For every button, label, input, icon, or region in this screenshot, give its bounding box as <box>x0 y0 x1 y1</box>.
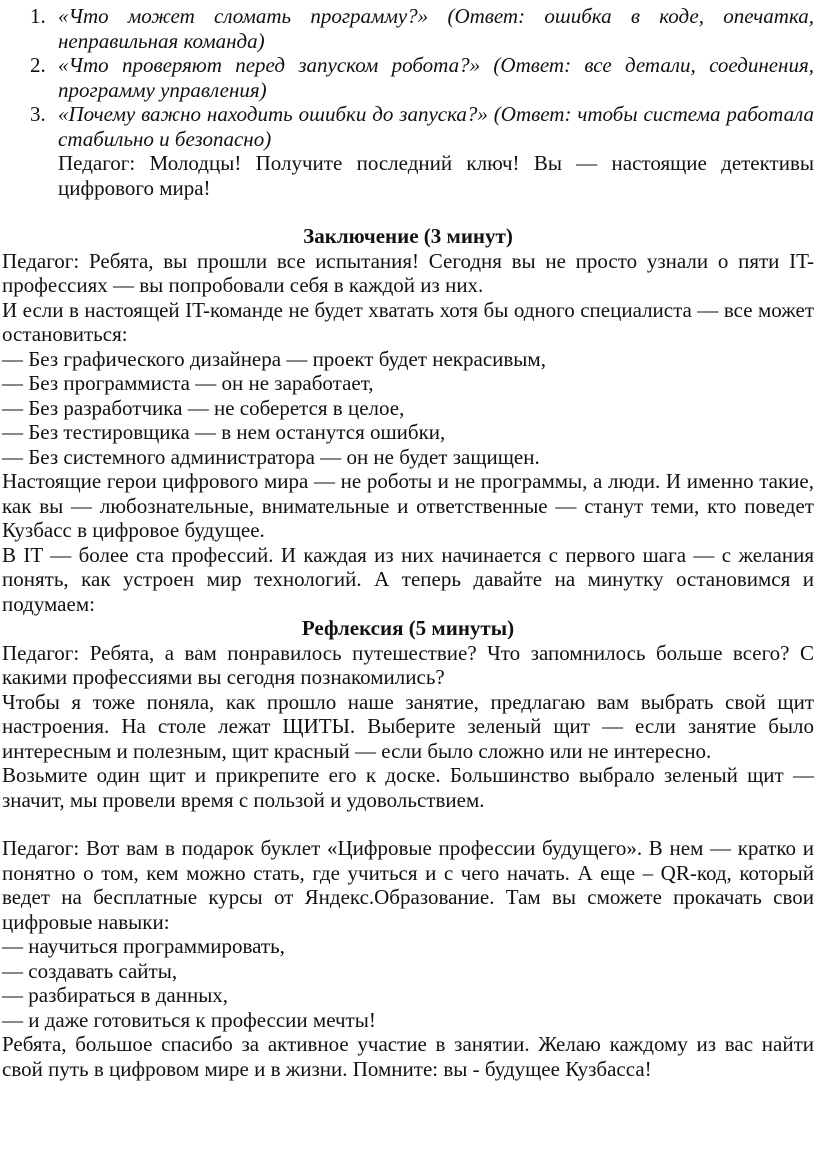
conclusion-heading: Заключение (3 минут) <box>303 224 513 248</box>
teacher-final-key-paragraph: Педагог: Молодцы! Получите последний ключ! Вы — настоящие детективы цифрового мира! <box>58 151 814 200</box>
question-item <box>30 102 814 151</box>
conclusion-paragraph-3: Настоящие герои цифрового мира — не роботы и не программы, а люди. И именно такие, как вы — любознательные, внимательные и ответственные — станут теми, кто поведет Кузбасс в цифровое будущее. <box>2 469 814 542</box>
question-number: 1. <box>30 4 46 28</box>
reflection-paragraph-5: Ребята, большое спасибо за активное участие в занятии. Желаю каждому из вас найти свой путь в цифровом мире и в жизни. Помните: вы - будущее Кузбасса! <box>2 1032 814 1081</box>
conclusion-list-item: — Без тестировщика — в нем останутся ошибки, <box>2 420 446 444</box>
question-number: 2. <box>30 53 46 77</box>
spacer <box>2 200 814 224</box>
question-item <box>30 53 814 102</box>
question-text: «Что проверяют перед запуском робота?» (Ответ: все детали, соединения, программу управления) <box>58 53 814 102</box>
question-text: «Почему важно находить ошибки до запуска?» (Ответ: чтобы система работала стабильно и безопасно) <box>58 102 814 151</box>
reflection-paragraph-3: Возьмите один щит и прикрепите его к доске. Большинство выбрало зеленый щит — значит, мы провели время с пользой и удовольствием. <box>2 763 814 812</box>
reflection-heading: Рефлексия (5 минуты) <box>301 616 515 640</box>
conclusion-paragraph-1: Педагог: Ребята, вы прошли все испытания! Сегодня вы не просто узнали о пяти IT-профессиях — вы попробовали себя в каждой из них. <box>2 248 814 297</box>
conclusion-paragraph-4: В IT — более ста профессий. И каждая из них начинается с первого шага — с желания понять, как устроен мир технологий. А теперь давайте на минутку остановимся и подумаем: <box>2 542 814 616</box>
reflection-paragraph-2: Чтобы я тоже поняла, как прошло наше занятие, предлагаю вам выбрать свой щит настроения. На столе лежат ЩИТЫ. Выберите зеленый щит — если занятие было интересным и полезным, щит красный — если было сложно или не интересно. <box>2 689 814 763</box>
conclusion-list-item: — Без системного администратора — он не будет защищен. <box>2 444 540 469</box>
reflection-paragraph-4: Педагог: Вот вам в подарок буклет «Цифровые профессии будущего». В нем — кратко и понятно о том, кем можно стать, где учиться и с чего начать. А еще – QR-код, который ведет на бесплатные курсы от Яндекс.Образование. Там вы сможете прокачать свои цифровые навыки: <box>2 836 814 934</box>
reflection-list-item: — и даже готовиться к профессии мечты! <box>2 1007 376 1032</box>
reflection-list-item: — создавать сайты, <box>2 958 178 983</box>
conclusion-list-item: — Без графического дизайнера — проект будет некрасивым, <box>2 346 546 371</box>
reflection-paragraph-1: Педагог: Ребята, а вам понравилось путешествие? Что запомнилось больше всего? С какими профессиями вы сегодня познакомились? <box>2 640 814 689</box>
questions-list <box>2 4 814 151</box>
spacer <box>2 812 814 836</box>
conclusion-list-item: — Без разработчика — не соберется в целое, <box>2 395 405 420</box>
conclusion-paragraph-2: И если в настоящей IT-команде не будет хватать хотя бы одного специалиста — все может остановиться: <box>2 297 814 346</box>
reflection-list-item: — научиться программировать, <box>2 934 285 958</box>
reflection-list-item: — разбираться в данных, <box>2 983 229 1007</box>
question-item <box>30 4 814 53</box>
question-text: «Что может сломать программу?» (Ответ: ошибка в коде, опечатка, неправильная команда) <box>58 4 814 53</box>
conclusion-list-item: — Без программиста — он не заработает, <box>2 371 374 395</box>
question-number: 3. <box>30 102 46 126</box>
